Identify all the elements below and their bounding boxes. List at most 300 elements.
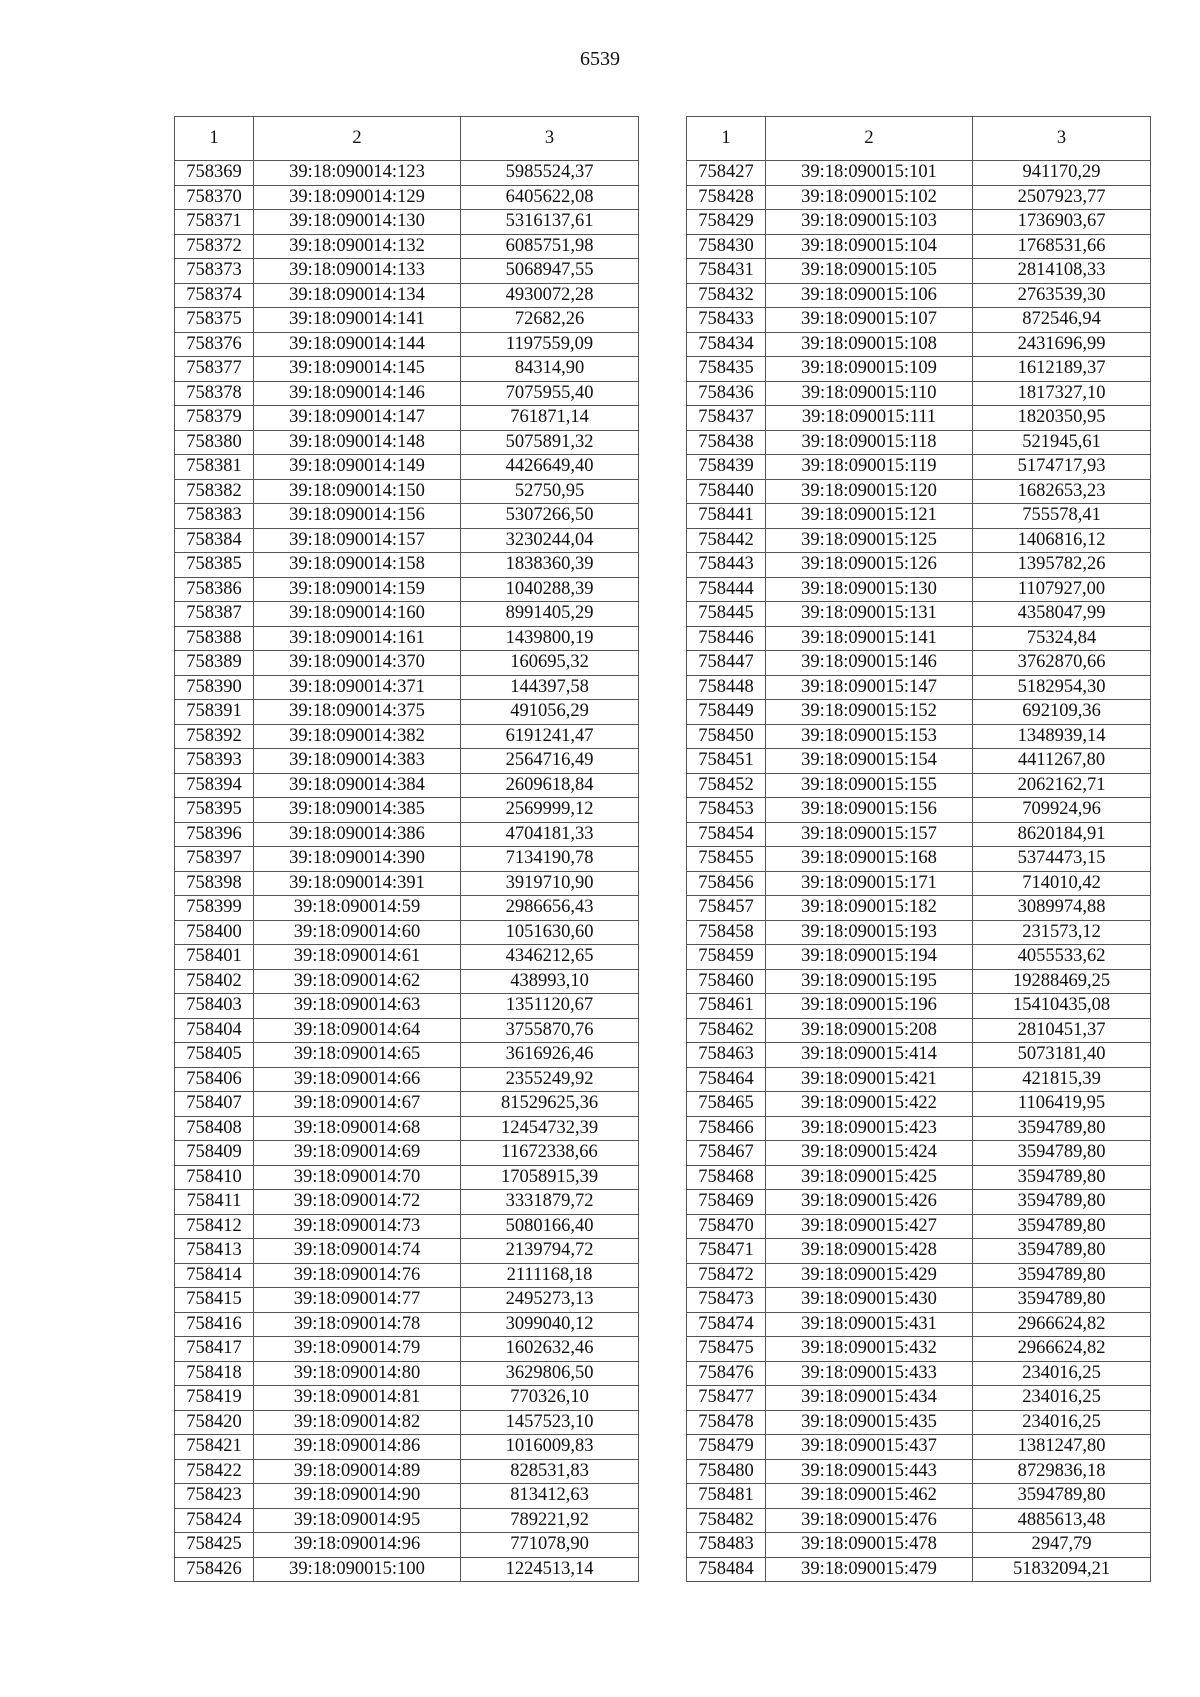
value-cell: 2355249,92 xyxy=(461,1067,639,1092)
table-row xyxy=(687,455,1151,480)
table-row xyxy=(175,455,639,480)
cadastral-number-cell: 39:18:090014:132 xyxy=(254,234,461,259)
table-row xyxy=(175,1557,639,1582)
row-number-cell: 758450 xyxy=(687,724,766,749)
row-number-cell: 758469 xyxy=(687,1190,766,1215)
cadastral-number-cell: 39:18:090014:150 xyxy=(254,479,461,504)
value-cell: 4411267,80 xyxy=(973,749,1151,774)
table-row xyxy=(175,1288,639,1313)
table-row xyxy=(175,185,639,210)
row-number-cell: 758413 xyxy=(175,1239,254,1264)
value-cell: 81529625,36 xyxy=(461,1092,639,1117)
cadastral-number-cell: 39:18:090014:386 xyxy=(254,822,461,847)
row-number-cell: 758425 xyxy=(175,1533,254,1558)
row-number-cell: 758433 xyxy=(687,308,766,333)
table-row xyxy=(687,969,1151,994)
cadastral-number-cell: 39:18:090014:67 xyxy=(254,1092,461,1117)
row-number-cell: 758447 xyxy=(687,651,766,676)
value-cell: 17058915,39 xyxy=(461,1165,639,1190)
cadastral-number-cell: 39:18:090014:81 xyxy=(254,1386,461,1411)
value-cell: 3594789,80 xyxy=(973,1263,1151,1288)
row-number-cell: 758468 xyxy=(687,1165,766,1190)
cadastral-number-cell: 39:18:090015:103 xyxy=(766,210,973,235)
value-cell: 1107927,00 xyxy=(973,577,1151,602)
row-number-cell: 758434 xyxy=(687,332,766,357)
row-number-cell: 758419 xyxy=(175,1386,254,1411)
row-number-cell: 758382 xyxy=(175,479,254,504)
cadastral-number-cell: 39:18:090015:153 xyxy=(766,724,973,749)
row-number-cell: 758462 xyxy=(687,1018,766,1043)
table-row xyxy=(175,1337,639,1362)
cadastral-number-cell: 39:18:090014:385 xyxy=(254,798,461,823)
value-cell: 1040288,39 xyxy=(461,577,639,602)
table-row xyxy=(175,406,639,431)
row-number-cell: 758483 xyxy=(687,1533,766,1558)
value-cell: 5374473,15 xyxy=(973,847,1151,872)
table-row xyxy=(687,1190,1151,1215)
right-header-col-3: 3 xyxy=(973,117,1151,161)
row-number-cell: 758442 xyxy=(687,528,766,553)
row-number-cell: 758426 xyxy=(175,1557,254,1582)
table-row xyxy=(687,773,1151,798)
table-row xyxy=(687,1018,1151,1043)
value-cell: 51832094,21 xyxy=(973,1557,1151,1582)
value-cell: 3594789,80 xyxy=(973,1165,1151,1190)
table-row xyxy=(175,577,639,602)
value-cell: 11672338,66 xyxy=(461,1141,639,1166)
row-number-cell: 758393 xyxy=(175,749,254,774)
value-cell: 1051630,60 xyxy=(461,920,639,945)
row-number-cell: 758422 xyxy=(175,1459,254,1484)
cadastral-number-cell: 39:18:090014:391 xyxy=(254,871,461,896)
value-cell: 5174717,93 xyxy=(973,455,1151,480)
cadastral-number-cell: 39:18:090015:414 xyxy=(766,1043,973,1068)
row-number-cell: 758431 xyxy=(687,259,766,284)
table-row xyxy=(687,602,1151,627)
value-cell: 692109,36 xyxy=(973,700,1151,725)
row-number-cell: 758377 xyxy=(175,357,254,382)
row-number-cell: 758439 xyxy=(687,455,766,480)
row-number-cell: 758394 xyxy=(175,773,254,798)
row-number-cell: 758397 xyxy=(175,847,254,872)
table-row xyxy=(175,773,639,798)
cadastral-number-cell: 39:18:090015:111 xyxy=(766,406,973,431)
row-number-cell: 758396 xyxy=(175,822,254,847)
cadastral-number-cell: 39:18:090015:104 xyxy=(766,234,973,259)
cadastral-number-cell: 39:18:090015:462 xyxy=(766,1484,973,1509)
cadastral-number-cell: 39:18:090015:110 xyxy=(766,381,973,406)
value-cell: 84314,90 xyxy=(461,357,639,382)
value-cell: 2966624,82 xyxy=(973,1312,1151,1337)
cadastral-number-cell: 39:18:090015:156 xyxy=(766,798,973,823)
cadastral-number-cell: 39:18:090015:155 xyxy=(766,773,973,798)
table-row xyxy=(175,528,639,553)
table-row xyxy=(687,210,1151,235)
value-cell: 8991405,29 xyxy=(461,602,639,627)
row-number-cell: 758398 xyxy=(175,871,254,896)
value-cell: 1395782,26 xyxy=(973,553,1151,578)
value-cell: 2139794,72 xyxy=(461,1239,639,1264)
cadastral-number-cell: 39:18:090015:154 xyxy=(766,749,973,774)
row-number-cell: 758376 xyxy=(175,332,254,357)
value-cell: 1439800,19 xyxy=(461,626,639,651)
row-number-cell: 758371 xyxy=(175,210,254,235)
value-cell: 15410435,08 xyxy=(973,994,1151,1019)
row-number-cell: 758435 xyxy=(687,357,766,382)
value-cell: 7075955,40 xyxy=(461,381,639,406)
value-cell: 4885613,48 xyxy=(973,1508,1151,1533)
table-row xyxy=(175,259,639,284)
value-cell: 1817327,10 xyxy=(973,381,1151,406)
cadastral-number-cell: 39:18:090015:432 xyxy=(766,1337,973,1362)
table-row xyxy=(687,1239,1151,1264)
table-row xyxy=(175,1190,639,1215)
row-number-cell: 758482 xyxy=(687,1508,766,1533)
table-row xyxy=(687,577,1151,602)
value-cell: 5182954,30 xyxy=(973,675,1151,700)
value-cell: 4426649,40 xyxy=(461,455,639,480)
table-row xyxy=(175,1092,639,1117)
row-number-cell: 758391 xyxy=(175,700,254,725)
table-row xyxy=(687,822,1151,847)
table-row xyxy=(687,1116,1151,1141)
row-number-cell: 758478 xyxy=(687,1410,766,1435)
value-cell: 1820350,95 xyxy=(973,406,1151,431)
row-number-cell: 758406 xyxy=(175,1067,254,1092)
table-row xyxy=(175,1533,639,1558)
value-cell: 771078,90 xyxy=(461,1533,639,1558)
row-number-cell: 758452 xyxy=(687,773,766,798)
value-cell: 2814108,33 xyxy=(973,259,1151,284)
table-row xyxy=(175,724,639,749)
cadastral-number-cell: 39:18:090015:428 xyxy=(766,1239,973,1264)
cadastral-number-cell: 39:18:090014:147 xyxy=(254,406,461,431)
table-row xyxy=(687,1361,1151,1386)
table-row xyxy=(175,1141,639,1166)
value-cell: 761871,14 xyxy=(461,406,639,431)
row-number-cell: 758395 xyxy=(175,798,254,823)
value-cell: 4930072,28 xyxy=(461,283,639,308)
table-row xyxy=(687,1557,1151,1582)
row-number-cell: 758405 xyxy=(175,1043,254,1068)
table-row xyxy=(687,430,1151,455)
value-cell: 3762870,66 xyxy=(973,651,1151,676)
table-row xyxy=(687,406,1151,431)
table-row xyxy=(175,357,639,382)
value-cell: 5985524,37 xyxy=(461,161,639,186)
row-number-cell: 758402 xyxy=(175,969,254,994)
table-row xyxy=(175,1018,639,1043)
cadastral-number-cell: 39:18:090014:382 xyxy=(254,724,461,749)
right-header-col-1: 1 xyxy=(687,117,766,161)
table-row xyxy=(687,1337,1151,1362)
row-number-cell: 758484 xyxy=(687,1557,766,1582)
value-cell: 3594789,80 xyxy=(973,1141,1151,1166)
row-number-cell: 758481 xyxy=(687,1484,766,1509)
cadastral-number-cell: 39:18:090015:120 xyxy=(766,479,973,504)
cadastral-number-cell: 39:18:090014:156 xyxy=(254,504,461,529)
table-row xyxy=(175,847,639,872)
row-number-cell: 758437 xyxy=(687,406,766,431)
value-cell: 4704181,33 xyxy=(461,822,639,847)
cadastral-number-cell: 39:18:090015:476 xyxy=(766,1508,973,1533)
value-cell: 1348939,14 xyxy=(973,724,1151,749)
table-row xyxy=(687,945,1151,970)
table-row xyxy=(175,675,639,700)
cadastral-number-cell: 39:18:090015:443 xyxy=(766,1459,973,1484)
value-cell: 1381247,80 xyxy=(973,1435,1151,1460)
table-row xyxy=(687,161,1151,186)
table-row xyxy=(175,749,639,774)
cadastral-number-cell: 39:18:090014:69 xyxy=(254,1141,461,1166)
cadastral-number-cell: 39:18:090015:109 xyxy=(766,357,973,382)
table-row xyxy=(175,308,639,333)
cadastral-number-cell: 39:18:090015:152 xyxy=(766,700,973,725)
cadastral-number-cell: 39:18:090014:68 xyxy=(254,1116,461,1141)
cadastral-number-cell: 39:18:090014:73 xyxy=(254,1214,461,1239)
table-row xyxy=(687,700,1151,725)
cadastral-number-cell: 39:18:090015:424 xyxy=(766,1141,973,1166)
cadastral-number-cell: 39:18:090015:146 xyxy=(766,651,973,676)
value-cell: 3594789,80 xyxy=(973,1288,1151,1313)
value-cell: 75324,84 xyxy=(973,626,1151,651)
table-row xyxy=(687,1435,1151,1460)
value-cell: 7134190,78 xyxy=(461,847,639,872)
row-number-cell: 758369 xyxy=(175,161,254,186)
row-number-cell: 758386 xyxy=(175,577,254,602)
table-row xyxy=(175,651,639,676)
cadastral-number-cell: 39:18:090015:208 xyxy=(766,1018,973,1043)
row-number-cell: 758443 xyxy=(687,553,766,578)
cadastral-number-cell: 39:18:090014:148 xyxy=(254,430,461,455)
row-number-cell: 758455 xyxy=(687,847,766,872)
value-cell: 438993,10 xyxy=(461,969,639,994)
row-number-cell: 758387 xyxy=(175,602,254,627)
cadastral-number-cell: 39:18:090014:161 xyxy=(254,626,461,651)
table-row xyxy=(687,896,1151,921)
row-number-cell: 758380 xyxy=(175,430,254,455)
cadastral-number-cell: 39:18:090015:157 xyxy=(766,822,973,847)
row-number-cell: 758449 xyxy=(687,700,766,725)
cadastral-number-cell: 39:18:090014:70 xyxy=(254,1165,461,1190)
value-cell: 1351120,67 xyxy=(461,994,639,1019)
row-number-cell: 758415 xyxy=(175,1288,254,1313)
row-number-cell: 758418 xyxy=(175,1361,254,1386)
row-number-cell: 758409 xyxy=(175,1141,254,1166)
value-cell: 1457523,10 xyxy=(461,1410,639,1435)
table-row xyxy=(687,1386,1151,1411)
table-row xyxy=(687,651,1151,676)
cadastral-number-cell: 39:18:090015:147 xyxy=(766,675,973,700)
value-cell: 872546,94 xyxy=(973,308,1151,333)
cadastral-number-cell: 39:18:090015:131 xyxy=(766,602,973,627)
table-row xyxy=(175,871,639,896)
table-row xyxy=(175,1484,639,1509)
table-row xyxy=(175,798,639,823)
cadastral-number-cell: 39:18:090014:79 xyxy=(254,1337,461,1362)
row-number-cell: 758403 xyxy=(175,994,254,1019)
cadastral-number-cell: 39:18:090015:105 xyxy=(766,259,973,284)
cadastral-number-cell: 39:18:090014:157 xyxy=(254,528,461,553)
row-number-cell: 758445 xyxy=(687,602,766,627)
value-cell: 3594789,80 xyxy=(973,1484,1151,1509)
cadastral-number-cell: 39:18:090014:80 xyxy=(254,1361,461,1386)
row-number-cell: 758424 xyxy=(175,1508,254,1533)
cadastral-number-cell: 39:18:090014:145 xyxy=(254,357,461,382)
cadastral-number-cell: 39:18:090015:431 xyxy=(766,1312,973,1337)
table-row xyxy=(687,871,1151,896)
row-number-cell: 758463 xyxy=(687,1043,766,1068)
row-number-cell: 758465 xyxy=(687,1092,766,1117)
table-row xyxy=(687,528,1151,553)
table-row xyxy=(687,798,1151,823)
value-cell: 6405622,08 xyxy=(461,185,639,210)
row-number-cell: 758411 xyxy=(175,1190,254,1215)
row-number-cell: 758475 xyxy=(687,1337,766,1362)
table-row xyxy=(175,700,639,725)
table-row xyxy=(175,1165,639,1190)
table-row xyxy=(175,553,639,578)
row-number-cell: 758423 xyxy=(175,1484,254,1509)
table-row xyxy=(175,1386,639,1411)
table-row xyxy=(175,945,639,970)
cadastral-number-cell: 39:18:090015:121 xyxy=(766,504,973,529)
cadastral-number-cell: 39:18:090015:168 xyxy=(766,847,973,872)
left-header-col-3: 3 xyxy=(461,117,639,161)
cadastral-number-cell: 39:18:090014:78 xyxy=(254,1312,461,1337)
value-cell: 4346212,65 xyxy=(461,945,639,970)
value-cell: 234016,25 xyxy=(973,1410,1151,1435)
cadastral-number-cell: 39:18:090014:89 xyxy=(254,1459,461,1484)
row-number-cell: 758470 xyxy=(687,1214,766,1239)
row-number-cell: 758401 xyxy=(175,945,254,970)
table-row xyxy=(687,675,1151,700)
cadastral-number-cell: 39:18:090015:427 xyxy=(766,1214,973,1239)
table-row xyxy=(175,1508,639,1533)
row-number-cell: 758471 xyxy=(687,1239,766,1264)
value-cell: 3594789,80 xyxy=(973,1116,1151,1141)
row-number-cell: 758480 xyxy=(687,1459,766,1484)
value-cell: 144397,58 xyxy=(461,675,639,700)
table-row xyxy=(175,479,639,504)
row-number-cell: 758374 xyxy=(175,283,254,308)
row-number-cell: 758373 xyxy=(175,259,254,284)
value-cell: 2495273,13 xyxy=(461,1288,639,1313)
row-number-cell: 758454 xyxy=(687,822,766,847)
cadastral-number-cell: 39:18:090014:72 xyxy=(254,1190,461,1215)
value-cell: 2966624,82 xyxy=(973,1337,1151,1362)
value-cell: 2609618,84 xyxy=(461,773,639,798)
cadastral-number-cell: 39:18:090015:425 xyxy=(766,1165,973,1190)
cadastral-number-cell: 39:18:090015:141 xyxy=(766,626,973,651)
cadastral-number-cell: 39:18:090015:430 xyxy=(766,1288,973,1313)
table-row xyxy=(687,749,1151,774)
table-row xyxy=(175,234,639,259)
table-row xyxy=(687,847,1151,872)
value-cell: 3919710,90 xyxy=(461,871,639,896)
row-number-cell: 758416 xyxy=(175,1312,254,1337)
cadastral-number-cell: 39:18:090014:65 xyxy=(254,1043,461,1068)
table-row xyxy=(687,1043,1151,1068)
left-table-header-row xyxy=(175,117,639,161)
row-number-cell: 758392 xyxy=(175,724,254,749)
value-cell: 2986656,43 xyxy=(461,896,639,921)
row-number-cell: 758461 xyxy=(687,994,766,1019)
value-cell: 1016009,83 xyxy=(461,1435,639,1460)
table-row xyxy=(687,553,1151,578)
cadastral-number-cell: 39:18:090015:478 xyxy=(766,1533,973,1558)
value-cell: 3089974,88 xyxy=(973,896,1151,921)
cadastral-number-cell: 39:18:090014:370 xyxy=(254,651,461,676)
cadastral-number-cell: 39:18:090014:141 xyxy=(254,308,461,333)
value-cell: 813412,63 xyxy=(461,1484,639,1509)
cadastral-number-cell: 39:18:090014:60 xyxy=(254,920,461,945)
cadastral-number-cell: 39:18:090014:144 xyxy=(254,332,461,357)
table-row xyxy=(687,1263,1151,1288)
value-cell: 2763539,30 xyxy=(973,283,1151,308)
cadastral-number-cell: 39:18:090014:86 xyxy=(254,1435,461,1460)
value-cell: 5075891,32 xyxy=(461,430,639,455)
value-cell: 1224513,14 xyxy=(461,1557,639,1582)
table-row xyxy=(687,1288,1151,1313)
table-row xyxy=(687,1141,1151,1166)
table-row xyxy=(687,185,1151,210)
value-cell: 2111168,18 xyxy=(461,1263,639,1288)
row-number-cell: 758390 xyxy=(175,675,254,700)
table-row xyxy=(687,234,1151,259)
table-row xyxy=(687,1508,1151,1533)
table-row xyxy=(175,602,639,627)
row-number-cell: 758472 xyxy=(687,1263,766,1288)
cadastral-number-cell: 39:18:090014:95 xyxy=(254,1508,461,1533)
row-number-cell: 758430 xyxy=(687,234,766,259)
row-number-cell: 758479 xyxy=(687,1435,766,1460)
table-row xyxy=(175,1116,639,1141)
row-number-cell: 758384 xyxy=(175,528,254,553)
table-row xyxy=(175,161,639,186)
value-cell: 1682653,23 xyxy=(973,479,1151,504)
cadastral-number-cell: 39:18:090014:159 xyxy=(254,577,461,602)
value-cell: 2569999,12 xyxy=(461,798,639,823)
right-header-col-2: 2 xyxy=(766,117,973,161)
cadastral-number-cell: 39:18:090014:63 xyxy=(254,994,461,1019)
cadastral-number-cell: 39:18:090014:390 xyxy=(254,847,461,872)
cadastral-number-cell: 39:18:090015:429 xyxy=(766,1263,973,1288)
cadastral-number-cell: 39:18:090014:82 xyxy=(254,1410,461,1435)
value-cell: 4055533,62 xyxy=(973,945,1151,970)
page-number: 6539 xyxy=(580,48,620,70)
row-number-cell: 758378 xyxy=(175,381,254,406)
left-table xyxy=(174,116,639,1582)
table-row xyxy=(687,1067,1151,1092)
value-cell: 6191241,47 xyxy=(461,724,639,749)
table-row xyxy=(175,1239,639,1264)
value-cell: 1602632,46 xyxy=(461,1337,639,1362)
value-cell: 1197559,09 xyxy=(461,332,639,357)
value-cell: 3099040,12 xyxy=(461,1312,639,1337)
value-cell: 231573,12 xyxy=(973,920,1151,945)
row-number-cell: 758438 xyxy=(687,430,766,455)
cadastral-number-cell: 39:18:090014:371 xyxy=(254,675,461,700)
value-cell: 3331879,72 xyxy=(461,1190,639,1215)
cadastral-number-cell: 39:18:090014:74 xyxy=(254,1239,461,1264)
table-row xyxy=(687,1214,1151,1239)
cadastral-number-cell: 39:18:090014:123 xyxy=(254,161,461,186)
value-cell: 8729836,18 xyxy=(973,1459,1151,1484)
value-cell: 1612189,37 xyxy=(973,357,1151,382)
value-cell: 421815,39 xyxy=(973,1067,1151,1092)
table-row xyxy=(175,430,639,455)
